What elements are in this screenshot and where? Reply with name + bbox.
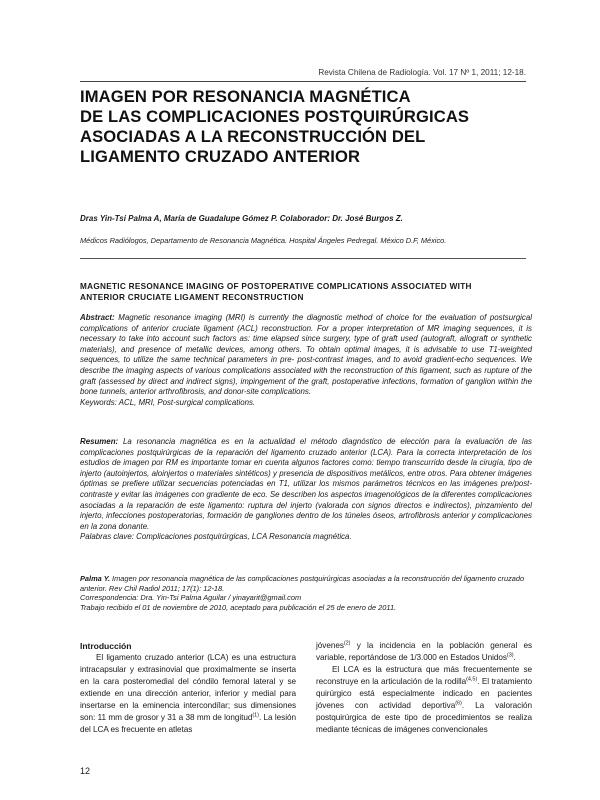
reference: (3) bbox=[506, 652, 514, 659]
body-text: . bbox=[513, 653, 516, 662]
palabras-clave: Palabras clave: Complicaciones postquirúrgicas, LCA Resonancia magnética. bbox=[80, 532, 352, 542]
reference: (2) bbox=[343, 640, 351, 647]
continued-paragraph bbox=[316, 640, 532, 664]
section-rule bbox=[80, 258, 526, 259]
reference: (6) bbox=[455, 700, 462, 707]
resumen-label: Resumen: bbox=[80, 437, 119, 446]
citation bbox=[80, 574, 532, 613]
body-text: . El tratamiento quirúrgico está especialmente indicado en pacientes jóvenes con actividad deportiva bbox=[316, 677, 532, 710]
body-text: . La valoración postquirúrgica de este tipo de procedimientos se realiza mediante técnicas de imágenes convencionales bbox=[316, 701, 532, 734]
citation-text: Imagen por resonancia magnética de las complicaciones postquirúrgicas asociadas a la reconstrucción del ligamento cruzado anterior. Rev Chil Radiol 2011; 17(1): 12-18. bbox=[80, 574, 525, 593]
english-title-line: ANTERIOR CRUCIATE LIGAMENT RECONSTRUCTION bbox=[80, 293, 304, 302]
body-column-left bbox=[80, 640, 296, 736]
reference: (1) bbox=[252, 712, 259, 719]
header-rule bbox=[80, 81, 526, 82]
intro-heading: Introducción bbox=[80, 641, 132, 651]
body-column-right bbox=[316, 640, 532, 736]
keywords: Keywords: ACL, MRI, Post-surgical complications. bbox=[80, 397, 256, 407]
paragraph bbox=[316, 664, 532, 736]
intro-paragraph bbox=[80, 652, 296, 736]
received-note: Trabajo recibido el 01 de noviembre de 2010, aceptado para publicación el 25 de enero de 2011. bbox=[80, 603, 397, 613]
resumen-text: La resonancia magnética es en la actualidad el método diagnóstico de elección para la evaluación de las complicaciones postquirúrgicas de la reparación del ligamento cruzado anterior (LCA). Para la correcta interpretación de los estudios de imagen por RM es importante tomar en cuenta algunos factores como: tiempo transcurrido desde la cirugía, tipo de injerto (autoinjertos, aloinjertos o materiales sintéticos) y presencia de dispositivos metálicos, entre otros. Para obtener imágenes óptimas se prefiere utilizar secuencias potenciadas en T1, utilizar los mismos parámetros técnicos en las imágenes pre/post-contraste y evitar las imágenes con gradiente de eco. Se describen los aspectos imagenológicos de la diferentes complicaciones asociadas a la reparación de este ligamento: ruptura del injerto (valorada con signos directos e indirectos), pinzamiento del injerto, infecciones postoperatorias, formación de gangliones dentro de los túneles óseos, artrofibrosis anterior y complicaciones en la zona donante. bbox=[80, 437, 532, 531]
citation-label: Palma Y. bbox=[80, 574, 110, 583]
page-number: 12 bbox=[80, 766, 91, 776]
abstract-label: Abstract: bbox=[80, 313, 115, 322]
resumen bbox=[80, 437, 532, 543]
body-text: El ligamento cruzado anterior (LCA) es una estructura intracapsular y extrasinovial que proximalmente se inserta en la cara posteromedial del cóndilo femoral lateral y se extiende en una dirección anterior, inferior y medial para insertarse en la eminencia intercondílar; sus dimensiones son: 11 mm de grosor y 31 a 38 mm de longitud bbox=[80, 653, 296, 722]
title-line: ASOCIADAS A LA RECONSTRUCCIÓN DEL bbox=[80, 127, 426, 146]
article-title bbox=[80, 87, 530, 167]
affiliation: Médicos Radiólogos, Departamento de Resonancia Magnética. Hospital Ángeles Pedregal. México D.F, México. bbox=[80, 236, 447, 245]
body-text: jóvenes bbox=[316, 641, 344, 650]
running-header: Revista Chilena de Radiología. Vol. 17 Nº 1, 2011; 12-18. bbox=[318, 68, 526, 77]
body-text: El LCA es la estructura que más frecuentemente se reconstruye en la articulación de la rodilla bbox=[316, 665, 532, 686]
title-line: DE LAS COMPLICACIONES POSTQUIRÚRGICAS bbox=[80, 107, 470, 126]
body-text: . La lesión del LCA es frecuente en atletas bbox=[80, 713, 296, 734]
title-line: IMAGEN POR RESONANCIA MAGNÉTICA bbox=[80, 87, 411, 106]
abstract bbox=[80, 313, 532, 408]
authors: Dras Yin-Tsi Palma A, María de Guadalupe Gómez P. Colaborador: Dr. José Burgos Z. bbox=[80, 214, 403, 223]
reference: (4,5) bbox=[466, 676, 478, 683]
english-title-line: MAGNETIC RESONANCE IMAGING OF POSTOPERATIVE COMPLICATIONS ASSOCIATED WITH bbox=[80, 282, 472, 291]
abstract-text: Magnetic resonance imaging (MRI) is currently the diagnostic method of choice for the evaluation of postsurgical complications of anterior cruciate ligament (ACL) reconstruction. For a proper interpretation of MR imaging sequences, it is necessary to take into account such factors as: time elapsed since surgery, type of graft used (autograft, allograft or synthetic materials), and presence of metallic devices, among others. To obtain optimal images, it is advisable to use T1-weighted sequences, to utilize the same technical parameters in pre- post-contrast images, and to avoid gradient-echo sequences. We describe the imaging aspects of various complications associated with the reconstruction of this ligament, such as rupture of the graft (assessed by direct and indirect signs), impingement of the graft, postoperative infections, formation of ganglion within the bone tunnels, anterior arthrofibrosis, and donor-site complications. bbox=[80, 313, 532, 397]
title-line: LIGAMENTO CRUZADO ANTERIOR bbox=[80, 147, 361, 166]
correspondence: Correspondencia: Dra. Yin-Tsi Palma Aguilar / yinayarit@gmail.com bbox=[80, 593, 302, 603]
english-title bbox=[80, 281, 530, 303]
body-text: y la incidencia en la población general es variable, reportándose de 1/3.000 en Estados Unidos bbox=[316, 641, 532, 662]
